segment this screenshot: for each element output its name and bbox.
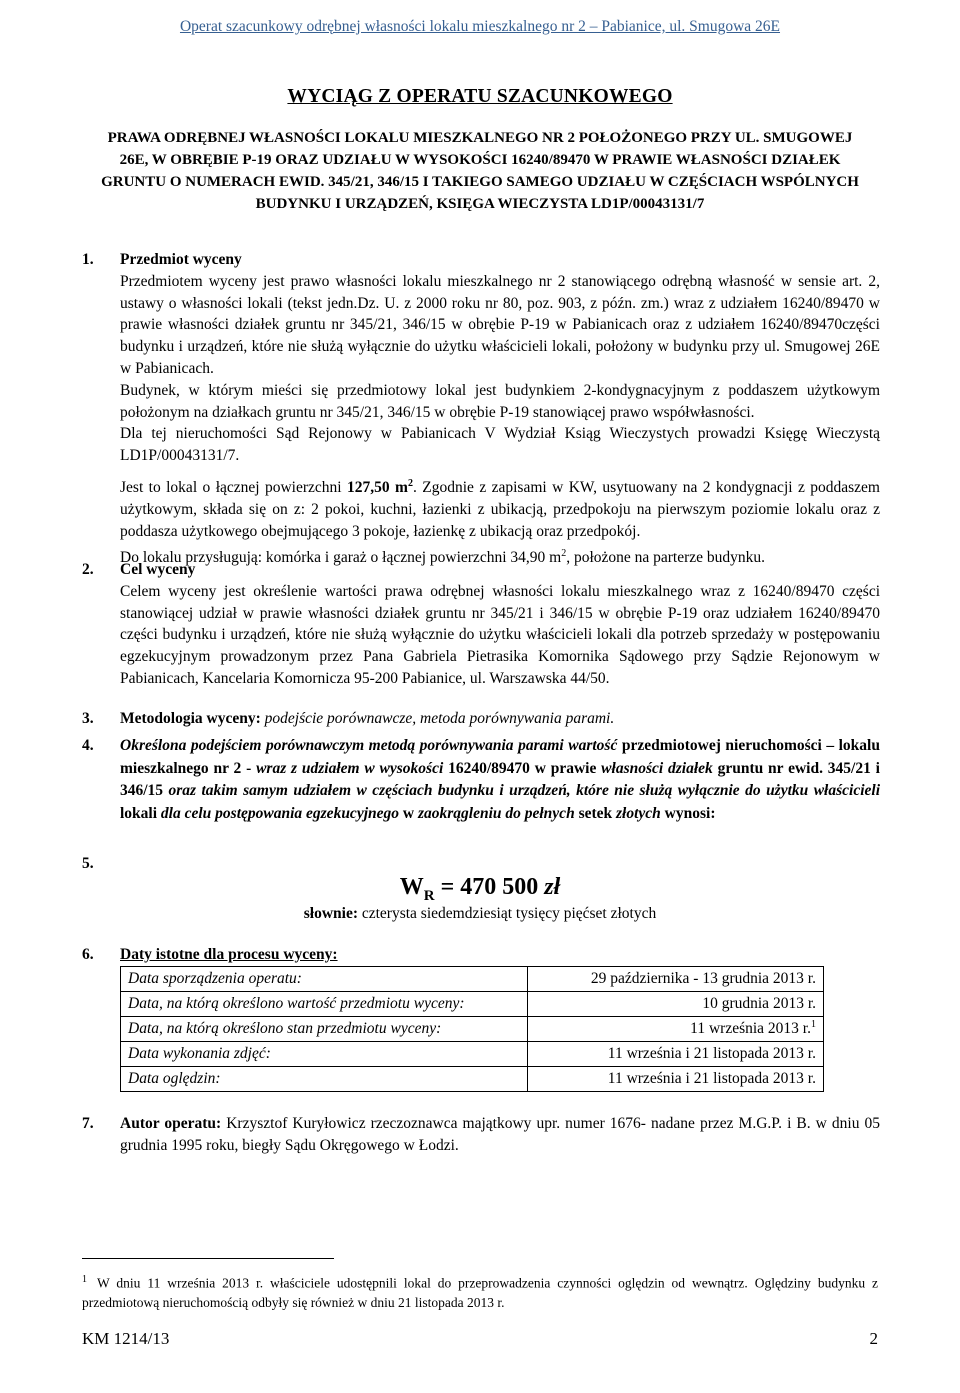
footnote-text: W dniu 11 września 2013 r. właściciele udostępnili lokal do przeprowadzenia czynności oględzin od wewnątrz. Oględziny budynku z przedmiotową nieruchomością odbyły się również w dniu 21 listopada 2013 r. [82,1275,878,1310]
section-3 [82,708,880,730]
section-heading: Przedmiot wyceny [120,251,242,268]
valuation-statement: Określona podejściem porównawczym metodą porównywania parami wartość przedmiotowej nieruchomości – lokalu mieszkalnego nr 2 - wraz z udziałem w wysokości 16240/89470 w prawie własności działek gruntu nr ewid. 345/21 i 346/15 oraz takim samym udziałem w częściach budynku i urządzeń, które nie służą wyłącznie do użytku właścicieli lokali dla celu postępowania egzekucyjnego w zaokrągleniu do pełnych setek złotych wynosi: [120,737,881,822]
date-value: 11 września i 21 listopada 2013 r. [528,1067,824,1092]
section-heading: Autor operatu: [120,1115,222,1132]
section-number: 6. [82,946,94,963]
date-value: 10 grudnia 2013 r. [528,992,824,1017]
section-number: 4. [82,737,94,754]
table-row [121,1067,824,1092]
table-row [121,1042,824,1067]
superscript: 2 [561,547,567,559]
text: podejście porównawcze, metoda porównywania parami. [260,710,615,727]
document-title: WYCIĄG Z OPERATU SZACUNKOWEGO [287,86,673,107]
date-value: 11 września 2013 r.$^1$ [528,1017,824,1042]
section-number: 1. [82,251,94,268]
paragraph: Celem wyceny jest określenie wartości prawa odrębnej własności lokalu mieszkalnego wraz z 16240/89470 części stanowiącej udział w prawie własności działek gruntu nr 345/21 i 346/15 w obrębie P-19 oraz udziałem 16240/89470 części budynku i urządzeń, które nie służą wyłącznie do użytku właścicieli lokali dla potrzeb sprzedaży w postępowaniu egzekucyjnym prowadzonym przez Pana Gabriela Pietrasika Komornika Sądowego przy Sądzie Rejonowym w Pabianicach, Kancelaria Komornicza 95-200 Pabianice, ul. Warszawska 44/50. [120,582,880,687]
section-heading: Daty istotne dla procesu wyceny: [120,946,338,963]
section-number: 5. [82,855,94,872]
text: , położone na parterze budynku. [566,548,766,566]
table-row [121,1017,824,1042]
value-in-words: słownie: czterysta siedemdziesiąt tysięcy pięćset złotych [303,905,657,922]
paragraph: Dla tej nieruchomości Sąd Rejonowy w Pabianicach V Wydział Ksiąg Wieczystych prowadzi Księgę Wieczystą LD1P/00043131/7. [120,425,880,465]
footnote-divider [82,1258,334,1259]
section-heading: Metodologia wyceny: [120,710,261,727]
section-number: 3. [82,710,94,727]
case-number: KM 1214/13 [82,1329,170,1348]
paragraph-area [120,473,880,543]
paragraph [120,708,880,730]
key-dates-table [120,966,824,1092]
table-row [121,967,824,992]
date-label: Data oględzin: [121,1067,528,1092]
paragraph [120,1113,880,1157]
section-2 [82,559,880,690]
market-value: $W_R = 470$ 500 zł [399,874,561,904]
table-row [121,992,824,1017]
text: . Zgodnie z zapisami w KW, usytuowany na 2 kondygnacji z poddaszem użytkowym, składa się on z: 2 pokoi, kuchni, łazienki z ubikacją, przedpokoju na pierwszym poziomie lokalu oraz z poddasza użytkowego obejmującego 3 pokoje, łazienkę z ubikacją oraz przedpokój. [120,479,880,540]
section-1 [82,249,880,568]
date-value: 29 października - 13 grudnia 2013 r. [528,967,824,992]
paragraph: Przedmiotem wyceny jest prawo własności lokalu mieszkalnego nr 2 stanowiącego odrębną własność w sensie art. 2, ustawy o własności lokali (tekst jedn.Dz. U. z 2000 roku nr 80, poz. 903, z późn. zm.) wraz z udziałem 16240/89470 w prawie własności działek gruntu nr 345/21, 346/15 w obrębie P-19 w Pabianicach oraz z udziałem 16240/89470części budynku i urządzeń, które nie służą wyłącznie do użytku właścicieli lokali, położony w budynku przy ul. Smugowej 26E w Pabianicach. [120,272,880,377]
date-value: 11 września i 21 listopada 2013 r. [528,1042,824,1067]
document-subtitle: PRAWA ODRĘBNEJ WŁASNOŚCI LOKALU MIESZKALNEGO NR 2 POŁOŻONEGO PRZY UL. SMUGOWEJ 26E, W OBRĘBIE P-19 ORAZ UDZIAŁU W WYSOKOŚCI 16240/89470 W PRAWIE WŁASNOŚCI DZIAŁEK GRUNTU O NUMERACH EWID. 345/21, 346/15 I TAKIEGO SAMEGO UDZIAŁU W CZĘŚCIACH WSPÓLNYCH BUDYNKU I URZĄDZEŃ, KSIĘGA WIECZYSTA LD1P/00043131/7 [101,130,859,212]
page-number: 2 [869,1329,878,1348]
text: Krzysztof Kuryłowicz rzeczoznawca majątkowy upr. numer 1676- nadane przez M.G.P. i B. w dniu 05 grudnia 1995 roku, biegły Sądu Okręgowego w Łodzi. [120,1115,881,1154]
footnote [82,1270,878,1312]
footnote-ref: 1 [811,1019,816,1031]
text: Do lokalu przysługują: komórka i garaż o łącznej powierzchni 34,90 m [120,548,562,566]
date-label: Data sporządzenia operatu: [121,967,528,992]
footnote-number: 1 [82,1274,87,1285]
area-value: 127,50 m [347,479,408,497]
section-number: 2. [82,561,94,578]
section-7 [82,1113,880,1157]
date-label: Data, na którą określono wartość przedmiotu wyceny: [121,992,528,1017]
section-number: 7. [82,1115,94,1132]
paragraph: Budynek, w którym mieści się przedmiotowy lokal jest budynkiem 2-kondygnacyjnym z poddaszem użytkowym położonym na działkach gruntu nr 345/21, 346/15 w obrębie P-19 stanowiącej prawo współwłasności. [120,381,880,421]
date-label: Data wykonania zdjęć: [121,1042,528,1067]
superscript: 2 [407,477,413,489]
section-6 [82,944,880,966]
page-header: Operat szacunkowy odrębnej własności lokalu mieszkalnego nr 2 – Pabianice, ul. Smugowa 26E [179,18,781,35]
text: Jest to lokal o łącznej powierzchni [120,479,348,497]
section-heading: Cel wyceny [120,561,196,578]
date-label: Data, na którą określono stan przedmiotu wyceny: [121,1017,528,1042]
section-4 [82,735,880,825]
